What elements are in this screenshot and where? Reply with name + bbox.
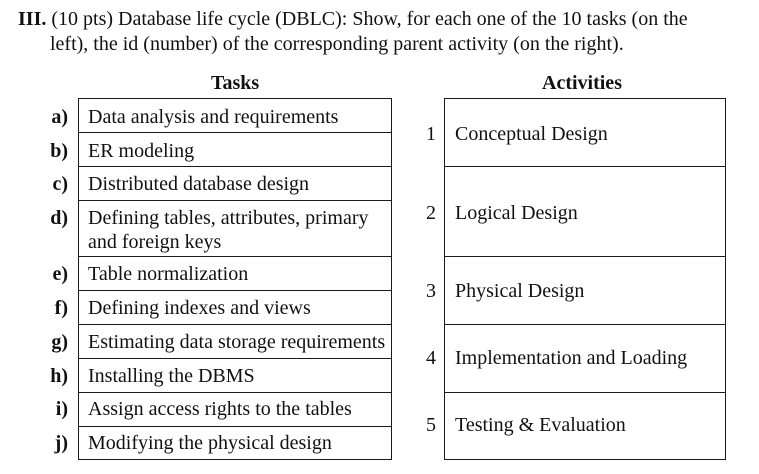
task-letter-d: d) bbox=[50, 207, 68, 229]
task-text-d-line-2: and foreign keys bbox=[88, 231, 222, 253]
question-text bbox=[18, 7, 688, 57]
task-text-f: Defining indexes and views bbox=[88, 297, 311, 319]
activity-name-1: Conceptual Design bbox=[455, 123, 608, 145]
task-letter-j: j) bbox=[54, 432, 68, 454]
task-text-g: Estimating data storage requirements bbox=[88, 331, 386, 353]
task-letter-f: f) bbox=[54, 297, 68, 319]
task-text-d-line-1: Defining tables, attributes, primary bbox=[88, 207, 369, 229]
activity-id-5: 5 bbox=[426, 414, 436, 436]
activities-header: Activities bbox=[542, 72, 622, 94]
activity-id-3: 3 bbox=[426, 280, 436, 302]
activity-id-1: 1 bbox=[426, 123, 436, 145]
question-line-1-text: (10 pts) Database life cycle (DBLC): Show, for each one of the 10 tasks (on the bbox=[46, 8, 688, 30]
task-letter-a: a) bbox=[51, 106, 68, 128]
task-text-j: Modifying the physical design bbox=[88, 432, 332, 454]
question-line-2: left), the id (number) of the corresponding parent activity (on the right). bbox=[50, 33, 624, 55]
task-text-a: Data analysis and requirements bbox=[88, 106, 339, 128]
task-text-c: Distributed database design bbox=[88, 173, 310, 195]
activity-id-4: 4 bbox=[426, 347, 436, 369]
task-letter-c: c) bbox=[52, 173, 68, 195]
task-text-i: Assign access rights to the tables bbox=[88, 398, 352, 420]
task-letter-g: g) bbox=[51, 331, 68, 353]
tasks-header: Tasks bbox=[211, 72, 260, 94]
task-letter-i: i) bbox=[55, 398, 68, 420]
activity-id-2: 2 bbox=[426, 202, 436, 224]
activity-name-3: Physical Design bbox=[455, 280, 585, 302]
activity-name-5: Testing & Evaluation bbox=[455, 414, 626, 436]
question-line-1 bbox=[18, 7, 688, 32]
task-letter-e: e) bbox=[52, 263, 68, 285]
question-number: III. bbox=[18, 8, 47, 30]
activity-name-4: Implementation and Loading bbox=[455, 347, 688, 369]
activity-name-2: Logical Design bbox=[455, 202, 578, 224]
task-text-h: Installing the DBMS bbox=[88, 365, 255, 387]
task-letter-h: h) bbox=[50, 365, 68, 387]
task-text-d bbox=[88, 206, 388, 254]
task-text-b: ER modeling bbox=[88, 140, 195, 162]
task-letter-b: b) bbox=[50, 140, 68, 162]
task-text-e: Table normalization bbox=[88, 263, 249, 285]
